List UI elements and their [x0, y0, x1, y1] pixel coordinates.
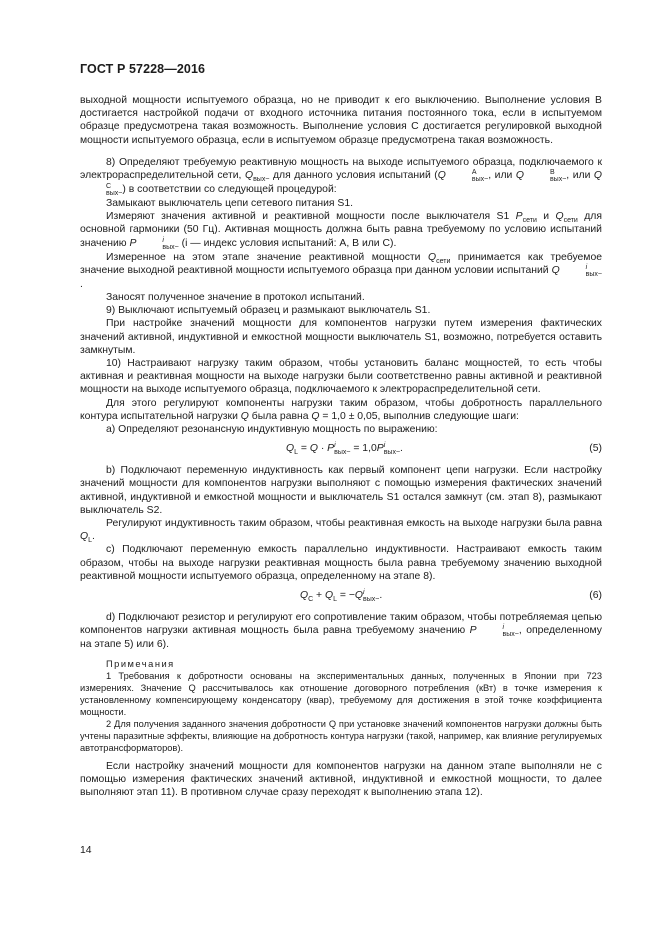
paragraph-step-c: c) Подключают переменную емкость параллельно индуктивности. Настраивают емкость таким образом, чтобы на выходе нагрузки реактивная мощность была равна требуемому значению выходной реактивной мощности испытуемого образца, определенному на этапе 8). — [80, 544, 602, 582]
paragraph-step-a: a) Определяют резонансную индуктивную мощность по выражению: — [106, 424, 438, 436]
paragraph-measure: Измеряют значения активной и реактивной мощности после выключателя S1 $P_{сети}$ и $Q_{сети}$ для основной гармоники (50 Гц). Активная мощность должна быть равна требуемому по условию испытаний значению P i вых~ (i — индекс условия испытаний: А, В или С). — [80, 211, 602, 251]
equation-6-number: (6) — [589, 590, 602, 602]
paragraph-continuation: выходной мощности испытуемого образца, но не приводит к его выключению. Выполнение условия В достигается настройкой подачи от входного источника питания постоянного тока, если в испытуемом образце предусмотрена такая возможность. Выполнение условия С достигается регулировкой выходной мощности испытуемого образца, если в испытуемом образце предусмотрена такая возможность. — [80, 95, 602, 146]
paragraph-s1-note: При настройке значений мощности для компонентов нагрузки путем измерения фактических значений активной, индуктивной и емкостной мощности выключатель S1, возможно, потребуется оставить замкнутым. — [80, 318, 602, 356]
paragraph-step-9: 9) Выключают испытуемый образец и размыкают выключатель S1. — [106, 305, 431, 317]
paragraph-final: Если настройку значений мощности для компонентов нагрузки на данном этапе выполняли не с помощью измерения фактических значений активной, индуктивной и емкостной мощности, то далее выполняют этап 11). В противном случае сразу переходят к выполнению этапа 12). — [80, 760, 602, 798]
paragraph-close-s1: Замыкают выключатель цепи сетевого питания S1. — [106, 198, 354, 210]
notes-title: Примечания — [106, 658, 175, 669]
paragraph-step-8: 8) Определяют требуемую реактивную мощность на выходе испытуемого образца, подключаемого к электрораспределительной сети, $Q_{вых\sim}$ для данного условия испытаний (Q A вых~ , или Q B вых~ , или Q C вых~ ) в соответствии со следующей процедурой: — [80, 156, 602, 198]
note-2: 2 Для получения заданного значения добротности Q при установке значений компонентов нагрузки должны быть учтены паразитные эффекты, влияющие на добротность контура нагрузки (такой, например, как влияние регулируемых автотрансформаторов). — [80, 718, 602, 753]
page-number: 14 — [80, 845, 92, 856]
paragraph-step-10: 10) Настраивают нагрузку таким образом, чтобы установить баланс мощностей, то есть чтобы активная и реактивная мощности на выходе нагрузки были соответственно равны активной и реактивной мощности на выходе испытуемого образца, подключаемого к электрораспределительной сети. — [80, 358, 602, 396]
note-1: 1 Требования к добротности основаны на экспериментальных данных, полученных в Японии при 723 измерениях. Значение Q рассчитывалось как отношение договорного потребления (кВт) в точке измерения к установленному компенсирующему конденсатору (квар), требуемому для достижения в этой точке коэффициента мощности. — [80, 670, 602, 717]
document-body — [80, 94, 602, 799]
paragraph-step-d: d) Подключают резистор и регулируют его сопротивление таким образом, чтобы потребляемая цепью компонентов нагрузки активная мощность была равна требуемому значению P i вых~ , определенному на этапе 5) или 6). — [80, 612, 602, 651]
equation-5: $Q_L = Q \cdot P$ i вых~ = 1,0P i вых~ . (5) — [286, 442, 602, 457]
paragraph-record: Заносят полученное значение в протокол испытаний. — [106, 292, 365, 304]
document-header: ГОСТ Р 57228—2016 — [80, 62, 206, 76]
equation-6: $Q_C + Q_L = -Q$ i вых~ . (6) — [300, 589, 602, 604]
paragraph-adjust-inductance: Регулируют индуктивность таким образом, чтобы реактивная емкость на выходе нагрузки была равна $Q_L$. — [80, 518, 602, 545]
paragraph-step-b: b) Подключают переменную индуктивность как первый компонент цепи нагрузки. Если настройку значений мощности для компонентов нагрузки выполняют с помощью измерения фактических значений активной, индуктивной и емкостной мощности и выключатель S1 остался замкнут (см. этап 8), размыкают выключатель S2. — [80, 465, 602, 516]
equation-5-number: (5) — [589, 443, 602, 455]
paragraph-measured-reactive: Измеренное на этом этапе значение реактивной мощности $Q_{сети}$ принимается как требуемое значение выходной реактивной мощности испытуемого образца при данном условии испытаний Q i вых~ . — [80, 251, 602, 290]
paragraph-quality-factor: Для этого регулируют компоненты нагрузки таким образом, чтобы добротность параллельного контура испытательной нагрузки Q была равна Q = 1,0 ± 0,05, выполнив следующие шаги: — [80, 397, 602, 422]
